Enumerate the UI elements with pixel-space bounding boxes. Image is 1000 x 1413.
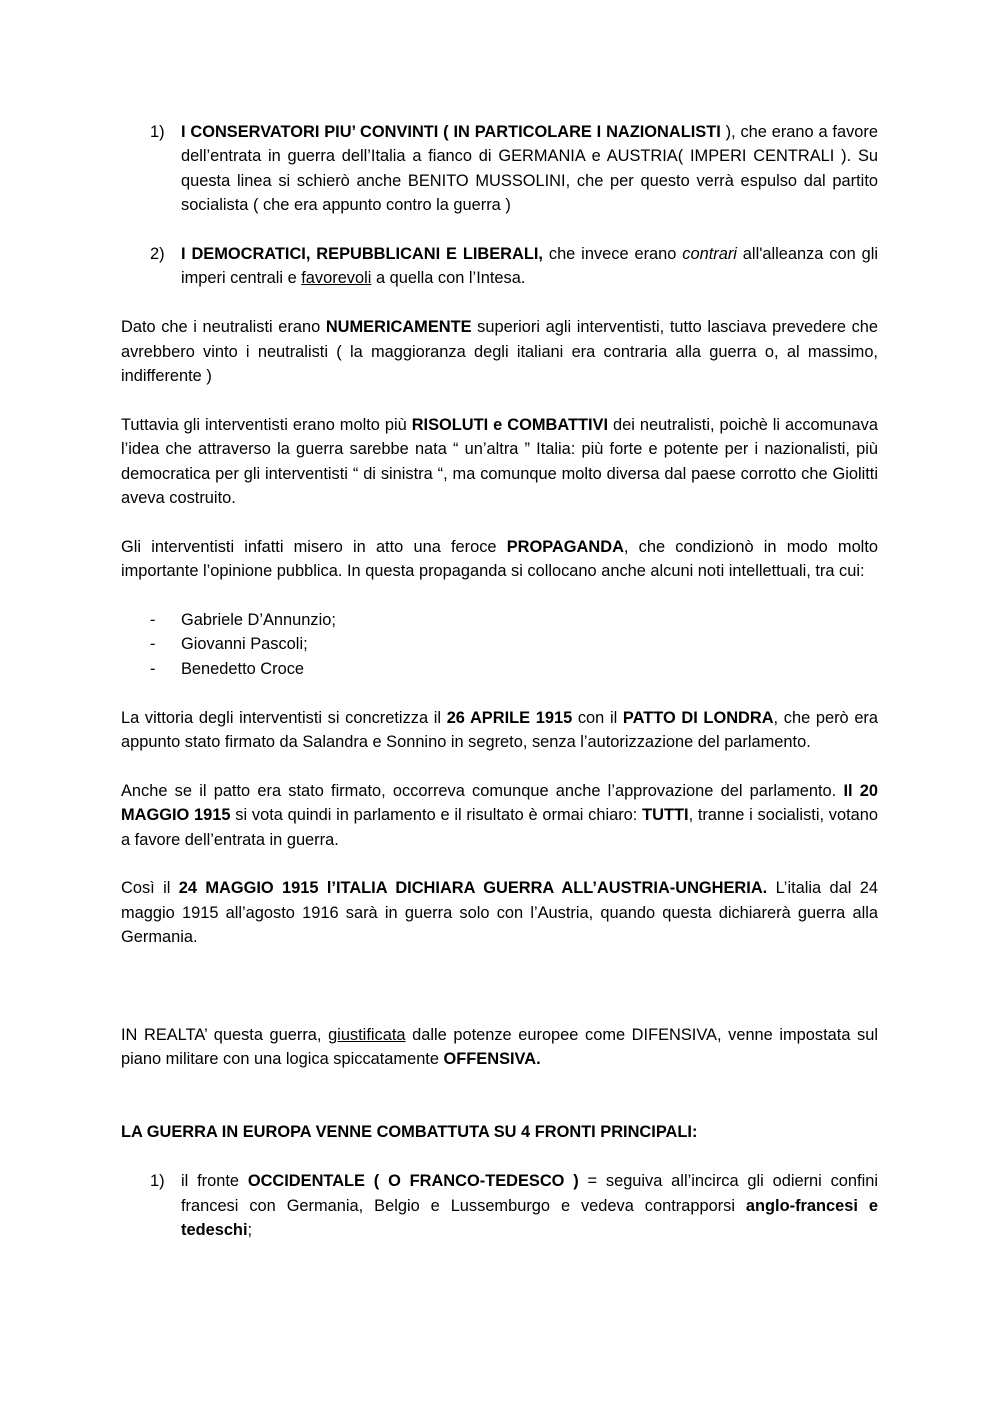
underlined-text: favorevoli xyxy=(301,269,372,288)
list-number: 1) xyxy=(150,123,165,141)
italic-text: contrari xyxy=(682,245,737,264)
bold-text: TUTTI xyxy=(642,806,689,825)
intellectual-name: Gabriele D’Annunzio; xyxy=(181,611,336,630)
text: IN REALTA’ questa guerra, xyxy=(121,1025,329,1044)
paragraph-propaganda xyxy=(121,535,878,584)
text: all'alleanza con gli imperi centrali e xyxy=(181,245,878,288)
intellectual-name: Giovanni Pascoli; xyxy=(181,635,308,654)
list-item xyxy=(121,1169,878,1242)
interventisti-list xyxy=(121,120,878,291)
list-number: 1) xyxy=(150,1172,165,1191)
underlined-text: giustificata xyxy=(328,1025,406,1044)
bullet-dash: - xyxy=(150,635,156,654)
heading-text: LA GUERRA IN EUROPA VENNE COMBATTUTA SU 4 FRONTI PRINCIPALI: xyxy=(121,1123,698,1142)
text: dei neutralisti, poichè li accomunava l’idea che attraverso la guerra sarebbe nata “ un’altra ” Italia: più forte e potente per i nazionalisti, più democratica per gli interventisti “ di sinistra “, ma comunque molto diversa dal paese corrotto che Giolitti aveva costruito. xyxy=(121,415,878,508)
text: Tuttavia gli interventisti erano molto più xyxy=(121,415,412,434)
text: a quella con l’Intesa. xyxy=(371,269,526,288)
bold-text: I CONSERVATORI PIU’ CONVINTI ( IN PARTICOLARE I NAZIONALISTI xyxy=(181,123,721,141)
bold-text: PROPAGANDA xyxy=(506,537,624,556)
list-item xyxy=(121,242,878,291)
document-page xyxy=(121,120,878,1243)
spacer xyxy=(121,218,878,242)
bold-text: I DEMOCRATICI, REPUBBLICANI E LIBERALI, xyxy=(181,245,543,264)
paragraph-neutralisti xyxy=(121,315,878,388)
text: Gli interventisti infatti misero in atto una feroce xyxy=(121,537,507,556)
text: Anche se il patto era stato firmato, occorreva comunque anche l’approvazione del parlamento. xyxy=(121,781,844,800)
bold-text: OFFENSIVA. xyxy=(443,1050,541,1069)
text: ; xyxy=(247,1221,253,1240)
text: che invece erano xyxy=(542,245,683,264)
bold-text: NUMERICAMENTE xyxy=(325,318,472,337)
text: = seguiva all’incirca gli odierni confini francesi con Germania, Belgio e Lussemburgo e vedeva contrapporsi xyxy=(181,1172,878,1215)
bold-text: Il 20 MAGGIO 1915 xyxy=(121,781,878,825)
list-item xyxy=(121,120,878,218)
paragraph-voto-parlamento xyxy=(121,779,878,852)
text: , tranne i socialisti, votano a favore dell’entrata in guerra. xyxy=(121,806,878,849)
list-number: 2) xyxy=(150,245,165,264)
bold-text: RISOLUTI e COMBATTIVI xyxy=(411,415,609,434)
intellectual-name: Benedetto Croce xyxy=(181,659,305,678)
fronti-list xyxy=(121,1169,878,1242)
text: con il xyxy=(572,708,623,727)
text: dalle potenze europee come DIFENSIVA, venne impostata sul piano militare con una logica spiccatamente xyxy=(121,1025,878,1069)
paragraph-offensiva xyxy=(121,1023,878,1072)
text: , che però era appunto stato firmato da Salandra e Sonnino in segreto, senza l’autorizzazione del parlamento. xyxy=(121,708,879,752)
text: La vittoria degli interventisti si concretizza il xyxy=(121,708,447,727)
list-item xyxy=(121,657,878,681)
bold-text: anglo-francesi e tedeschi xyxy=(181,1196,879,1240)
bold-text: 24 MAGGIO 1915 l’ITALIA DICHIARA GUERRA ALL’AUSTRIA-UNGHERIA. xyxy=(178,879,768,898)
intellectuals-list xyxy=(121,608,878,681)
text: , che condizionò in modo molto importante l’opinione pubblica. In questa propaganda si collocano anche alcuni noti intellettuali, tra cui: xyxy=(121,537,878,581)
bold-text: PATTO DI LONDRA xyxy=(622,708,774,727)
paragraph-dichiarazione xyxy=(121,876,878,949)
text: Così il xyxy=(121,879,179,898)
list-item xyxy=(121,632,878,656)
bullet-dash: - xyxy=(150,611,156,630)
text: si vota quindi in parlamento e il risultato è ormai chiaro: xyxy=(230,806,643,825)
section-heading xyxy=(121,1120,878,1144)
text: Dato che i neutralisti erano xyxy=(121,318,326,337)
text: L’italia dal 24 maggio 1915 all’agosto 1916 sarà in guerra solo con l’Austria, quando questa dichiarerà guerra alla Germania. xyxy=(121,879,879,947)
paragraph-patto-londra xyxy=(121,706,878,755)
bold-text: OCCIDENTALE ( O FRANCO-TEDESCO ) xyxy=(247,1172,579,1191)
text: il fronte xyxy=(181,1172,248,1191)
list-item xyxy=(121,608,878,632)
bullet-dash: - xyxy=(150,659,156,678)
text: ), che erano a favore dell’entrata in guerra dell’Italia a fianco di GERMANIA e AUSTRIA( IMPERI CENTRALI ). Su questa linea si schierò anche BENITO MUSSOLINI, che per questo verrà espulso dal partito socialista ( che era appunto contro la guerra ) xyxy=(181,123,878,215)
text: superiori agli interventisti, tutto lasciava prevedere che avrebbero vinto i neutralisti ( la maggioranza degli italiani era contraria alla guerra o, al massimo, indifferente ) xyxy=(121,318,879,386)
paragraph-risoluti xyxy=(121,413,878,511)
bold-text: 26 APRILE 1915 xyxy=(446,708,573,727)
